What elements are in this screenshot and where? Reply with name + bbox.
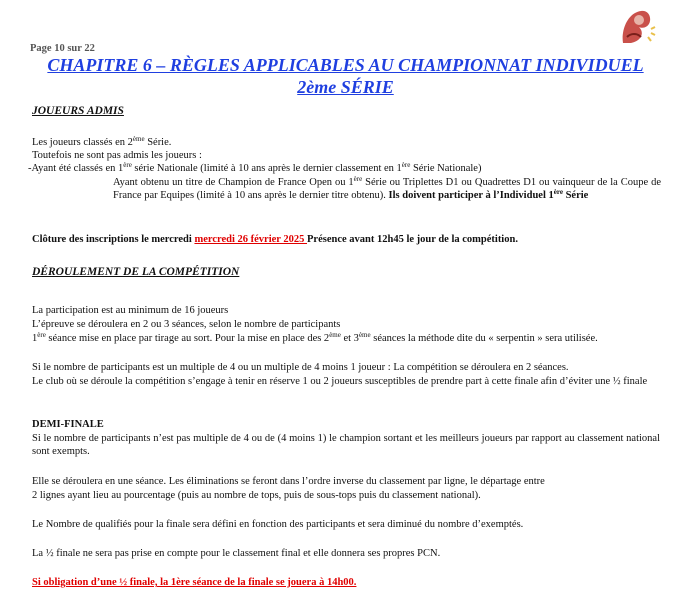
paragraph-line: Toutefois ne sont pas admis les joueurs : [32,150,202,161]
paragraph-line: L’épreuve se déroulera en 2 ou 3 séances, selon le nombre de participants [32,319,341,330]
closing-date: mercredi 26 février 2025 [194,234,307,245]
section-heading-joueurs: JOUEURS ADMIS [32,105,124,117]
final-time-notice: Si obligation d’une ½ finale, la 1ère séance de la finale se jouera à 14h00. [32,577,357,588]
paragraph-line: Si le nombre de participants est un multiple de 4 ou un multiple de 4 moins 1 joueur : La compétition se déroulera en 2 séances. [32,362,569,373]
indented-paragraph: Ayant obtenu un titre de Champion de France Open ou 1ère Série ou Triplettes D1 ou Quadrettes D1 ou vainqueur de la Coupe de France par Equipes (limité à 10 ans après le dernier titre obtenu). Ils doivent participer à l’Individuel 1ère Série [113,175,661,201]
paragraph-line: La participation est au minimum de 16 joueurs [32,305,229,316]
paragraph-line: Les joueurs classés en 2ème Série. [32,135,172,148]
paragraph-reserve: Le club où se déroule la compétition s’engage à tenir en réserve 1 ou 2 joueurs susceptibles de prendre part à cette finale afin d’éviter une ½ finale [32,376,648,387]
paragraph-exempts: Si le nombre de participants n’est pas multiple de 4 ou de (4 moins 1) le champion sortant et les meilleurs joueurs par rapport au classement national sont exempts. [32,433,660,457]
paragraph-line: Le Nombre de qualifiés pour la finale sera défini en fonction des participants et sera diminué du nombre d’exemptés. [32,519,524,530]
section-heading-demi-finale: DEMI-FINALE [32,419,104,430]
paragraph-line: La ½ finale ne sera pas prise en compte pour le classement final et elle donnera ses propres PCN. [32,548,441,559]
section-heading-deroulement: DÉROULEMENT DE LA COMPÉTITION [32,266,240,278]
chapter-subtitle: 2ème SÉRIE [297,77,394,97]
paragraph-line: -Ayant été classés en 1ère série Nationale (limité à 10 ans après le dernier classement en 1ère Série Nationale) [28,161,482,174]
closing-registration-line: Clôture des inscriptions le mercredi mercredi 26 février 2025 Présence avant 12h45 le jour de la compétition. [32,234,518,245]
paragraph-line: Elle se déroulera en une séance. Les éliminations se feront dans l’ordre inverse du classement par ligne, le départage entre [32,476,545,487]
paragraph-line: 2 lignes ayant lieu au pourcentage (puis au nombre de tops, puis de sous-tops puis du classement national). [32,490,481,501]
paragraph-serpentin: 1ère séance mise en place par tirage au sort. Pour la mise en place des 2ème et 3ème séances la méthode dite du « serpentin » sera utilisée. [32,331,598,344]
federation-logo-icon [617,7,657,47]
page-number: Page 10 sur 22 [30,43,95,54]
chapter-title: CHAPITRE 6 – RÈGLES APPLICABLES AU CHAMPIONNAT INDIVIDUEL [47,55,644,75]
